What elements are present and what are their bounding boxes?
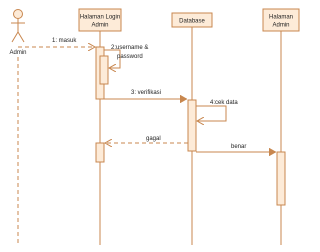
- actor-right-leg: [18, 32, 24, 42]
- actor-admin: [11, 10, 25, 43]
- lifeline-halaman-admin-title: Halaman: [268, 14, 294, 21]
- activation-login-self: [100, 56, 108, 84]
- message-username-password-label-line1: 2:username &: [111, 45, 149, 51]
- lifeline-halaman-login-admin-subtitle: Admin: [91, 22, 109, 29]
- message-masuk-label: 1: masuk: [52, 38, 77, 44]
- actor-head: [14, 10, 23, 19]
- actor-left-leg: [12, 32, 18, 42]
- lifeline-database-title: Database: [179, 18, 205, 25]
- message-verifikasi-label: 3: verifikasi: [131, 90, 162, 96]
- message-benar-label: benar: [231, 144, 247, 150]
- actor-label: Admin: [9, 50, 27, 56]
- message-cek-data-label: 4:cek data: [210, 100, 238, 106]
- message-username-password-label-line2: password: [117, 54, 143, 60]
- message-gagal-label: gagal: [146, 136, 161, 142]
- message-cek-data-arrow: [196, 106, 226, 121]
- lifeline-halaman-admin-subtitle: Admin: [272, 22, 290, 29]
- activation-login-return: [96, 143, 104, 162]
- lifeline-halaman-login-admin-title: Halaman Login: [79, 14, 121, 21]
- activation-halaman-admin: [277, 152, 285, 205]
- activation-database: [188, 100, 196, 151]
